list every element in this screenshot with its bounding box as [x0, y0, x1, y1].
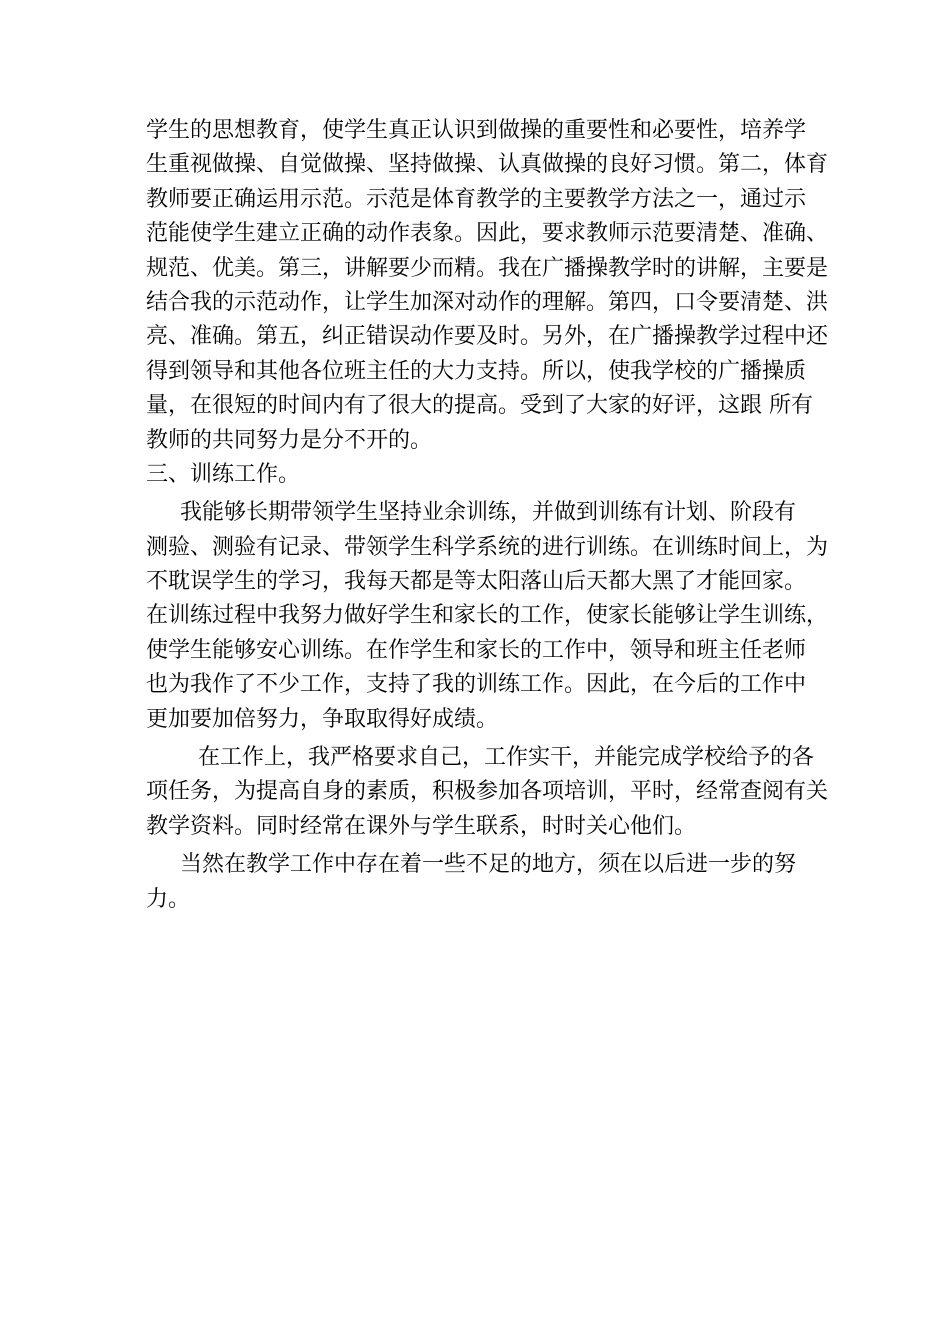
text-line: 使学生能够安心训练。在作学生和家长的工作中，领导和班主任老师 [146, 637, 807, 663]
text-line: 更加要加倍努力，争取取得好成绩。 [146, 706, 499, 732]
paragraph-training-work [146, 496, 829, 737]
text-line: 项任务，为提高自身的素质，积极参加各项培训，平时，经常查阅有关 [146, 779, 829, 805]
text-line: 教师的共同努力是分不开的。 [146, 427, 433, 453]
text-line: 结合我的示范动作，让学生加深对动作的理解。第四，口令要清楚、洪 [146, 289, 829, 315]
text-line: 也为我作了不少工作，支持了我的训练工作。因此，在今后的工作中 [146, 672, 807, 698]
text-line: 教师要正确运用示范。示范是体育教学的主要教学方法之一，通过示 [146, 186, 807, 212]
text-line: 范能使学生建立正确的动作表象。因此，要求教师示范要清楚、准确、 [146, 221, 829, 247]
text-line: 在训练过程中我努力做好学生和家长的工作，使家长能够让学生训练， [146, 603, 829, 629]
section-heading: 三、训练工作。 [146, 461, 301, 487]
text-line: 得到领导和其他各位班主任的大力支持。所以，使我学校的广播操质 [146, 358, 807, 384]
text-line: 生重视做操、自觉做操、坚持做操、认真做操的良好习惯。第二，体育 [146, 152, 829, 178]
text-line: 规范、优美。第三，讲解要少而精。我在广播操教学时的讲解，主要是 [146, 255, 829, 281]
paragraph-shortcomings [146, 848, 814, 917]
section-heading-training [146, 458, 814, 492]
text-line: 亮、准确。第五，纠正错误动作要及时。另外，在广播操教学过程中还 [146, 324, 829, 350]
paragraph-work-attitude [146, 741, 829, 844]
document-body [146, 114, 829, 917]
text-line: 力。 [146, 886, 191, 912]
text-line: 在工作上，我严格要求自己，工作实干，并能完成学校给予的各 [198, 745, 815, 771]
text-line: 教学资料。同时经常在课外与学生联系，时时关心他们。 [146, 813, 697, 839]
text-line: 量，在很短的时间内有了很大的提高。受到了大家的好评，这跟 所有 [146, 393, 813, 419]
text-line: 学生的思想教育，使学生真正认识到做操的重要性和必要性，培养学 [146, 118, 807, 143]
text-line: 我能够长期带领学生坚持业余训练，并做到训练有计划、阶段有 [180, 500, 797, 526]
text-line: 不耽误学生的学习，我每天都是等太阳落山后天都大黑了才能回家。 [146, 569, 807, 595]
text-line: 测验、测验有记录、带领学生科学系统的进行训练。在训练时间上，为 [146, 534, 829, 560]
paragraph-physical-exercise-teaching [146, 114, 829, 458]
text-line: 当然在教学工作中存在着一些不足的地方，须在以后进一步的努 [180, 852, 797, 878]
